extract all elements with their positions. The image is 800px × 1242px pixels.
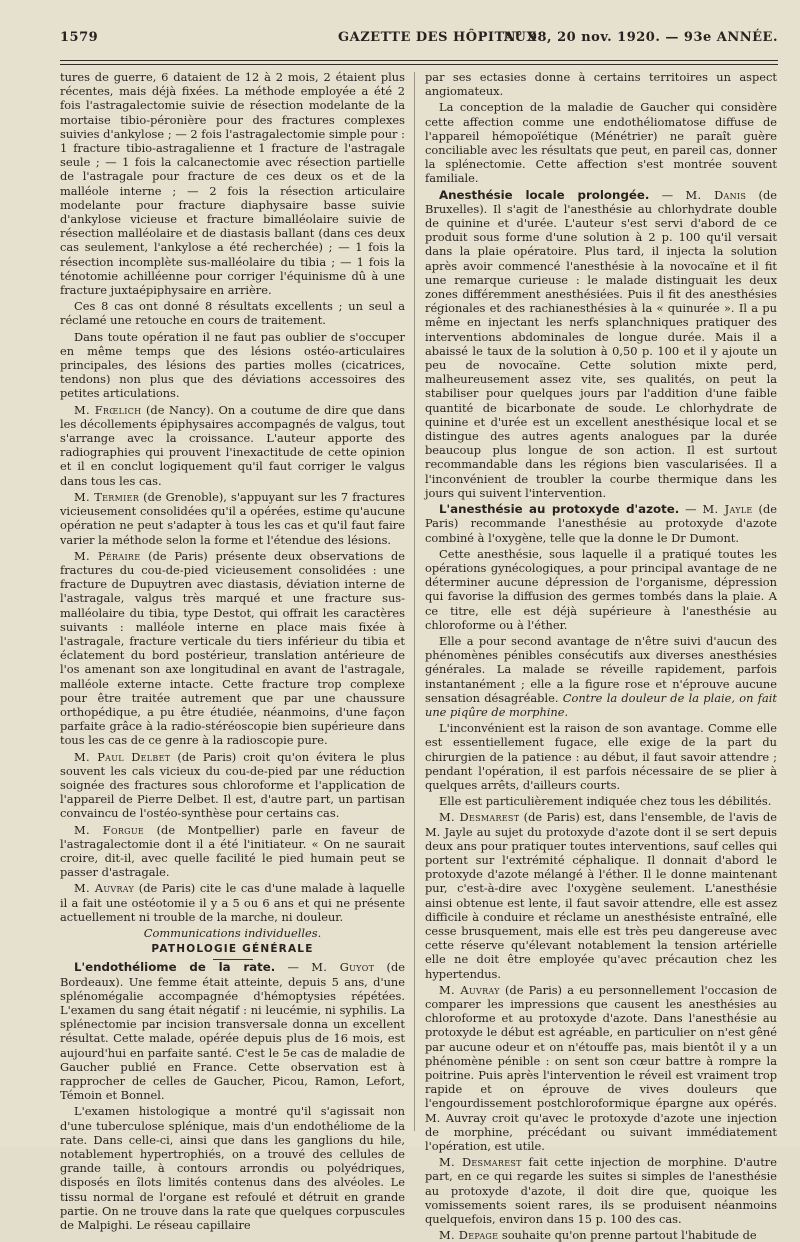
paragraph (60, 403, 405, 488)
section-heading: PATHOLOGIE GÉNÉRALE (151, 943, 314, 956)
author-name: M. Frœlich (74, 402, 142, 417)
author-name: M. Desmarest (439, 810, 520, 825)
paragraph-text: Elle a pour second avantage de n'être suivi d'aucun des phénomènes pénibles consécutifs aux diverses anesthésies générales. La malade se réveille rapidement, parfois instantanément ; elle a la figure rose et n'éprouve aucune sensation désagréable. (425, 633, 777, 705)
issue-info: N° 98, 20 nov. 1920. — 93e ANNÉE. (503, 30, 778, 45)
column-separator (414, 72, 415, 1131)
paragraph: Dans toute opération il ne faut pas oublier de s'occuper en même temps que des lésions ostéo-articulaires principales, des lésions des parties molles (cicatrices, tendons) non plus que des déviations accessoires des petites articulations. (60, 329, 405, 401)
article-heading: Anesthésie locale prolongée. (439, 187, 650, 202)
paragraph (425, 983, 777, 1153)
italic-text: Contre la douleur de la plaie, on fait une piqûre de morphine. (425, 690, 777, 719)
left-column (60, 70, 406, 1233)
running-head (60, 30, 778, 54)
author-name: M. Forgue (74, 822, 145, 837)
section-subtitle: Communications individuelles. (143, 925, 322, 940)
author-name: M. Péraire (74, 548, 141, 563)
page-number: 1579 (60, 30, 99, 45)
paragraph: Ces 8 cas ont donné 8 résultats excellents ; un seul a réclamé une retouche en cours de traitement. (60, 299, 405, 328)
paragraph-text: (de Bruxelles). Il s'agit de l'anesthésie au chlorhydrate double de quinine et d'urée. L'auteur s'est servi d'abord de ce produit sous forme d'une solution à 2 p. 100 qu'il versait dans la plaie opératoire. Plus tard, il injecta la solution après avoir commencé l'anesthésie à la novocaïne et il fit une remarque curieuse : le malade distinguait les deux zones différemment anesthésiées. Puis il fit des anesthésies régionales et des rachianesthésies à la « quinurée ». Il a pu même en injectant les nerfs splanchniques pratiquer des interventions abdominales de longue durée. Mais il a abaissé le taux de la solution à 0,50 p. 100 et il y ajoute un peu de novocaïne. Cette solution mixte perd, malheureusement assez vite, ses qualités, on peut la stabiliser pour quelques jours par l'addition d'une faible quantité de bicarbonate de soude. Le chlorhydrate de quinine et d'urée est un excellent anesthésique local et se distingue des autres agents analogues par la durée beaucoup plus longue de son action. Il est surtout recommandable dans les régions bien vascularisées. Il a l'inconvénient de troubler la courbe thermique dans les jours qui suivent l'intervention. (425, 187, 778, 500)
author-name: M. Paul Delbet (74, 749, 171, 764)
paragraph-text: (de Paris) cite le cas d'une malade à laquelle il a fait une ostéotomie il y a 5 ou 6 ans et qui ne présente actuellement ni trouble de la marche, ni douleur. (60, 881, 406, 924)
paragraph-text: (de Paris) croit qu'on évitera le plus souvent les cals vicieux du cou-de-pied par une réduction soignée des fractures sous chloroforme et l'application de l'appareil de Pierre Delbet. Il est, d'autre part, un partisan convaincu de l'ostéo-synthèse pour certains cas. (60, 749, 406, 821)
paragraph (60, 823, 405, 880)
journal-title: GAZETTE DES HÔPITAUX (338, 30, 537, 45)
author-name: M. Danis (685, 187, 747, 202)
paragraph-text: (de Nancy). On a coutume de dire que dans les décollements épiphysaires accompagnés de valgus, tout s'arrange avec la croissance. L'auteur apporte des radiographies qui prouvent l'inexactitude de cette opinion et il en conclut logiquement qu'il faut corriger le valgus dans tous les cas. (60, 402, 405, 488)
paragraph-text: (de Paris) recommande l'anesthésie au protoxyde d'azote combiné à l'oxygène, telle que la donne le Dr Dumont. (425, 502, 777, 545)
paragraph: L'endothéliome de la rate. — M. Guyot (de Bordeaux). Une femme était atteinte, depuis 5 ans, d'une splénomégalie accompagnée d'hémoptysies répétées. L'examen du sang était négatif : ni leucémie, ni syphilis. La splénectomie par incision transversale donna un excellent résultat. Cette malade, opérée depuis plus de 16 mois, est aujourd'hui en parfaite santé. C'est le 5e cas de maladie de Gaucher publié en France. Cette observation est à rapprocher de celles de Gaucher, Picou, Ramon, Lefort, Témoin et Bonnel. (60, 960, 405, 1103)
paragraph: Anesthésie locale prolongée. — M. Danis (de Bruxelles). Il s'agit de l'anesthésie au chlorhydrate double de quinine et d'urée. L'auteur s'est servi d'abord de ce produit sous forme d'une solution à 2 p. 100 qu'il versait dans la plaie opératoire. Plus tard, il injecta la solution après avoir commencé l'anesthésie à la novocaïne et il fit une remarque curieuse : le malade distinguait les deux zones différemment anesthésiées. Puis il fit des anesthésies régionales et des rachianesthésies à la « quinurée ». Il a pu même en injectant les nerfs splanchniques pratiquer des interventions abdominales de longue durée. Mais il a abaissé le taux de la solution à 0,50 p. 100 et il y ajoute un peu de novocaïne. Cette solution mixte perd, malheureusement assez vite, ses qualités, on peut la stabiliser pour quelques jours par l'addition d'une faible quantité de bicarbonate de soude. Le chlorhydrate de quinine et d'urée est un excellent anesthésique local et se distingue des autres agents analogues par la durée beaucoup plus longue de son action. Il est surtout recommandable dans les régions bien vascularisées. Il a l'inconvénient de troubler la courbe thermique dans les jours qui suivent l'intervention. (425, 187, 778, 500)
paragraph: tures de guerre, 6 dataient de 12 à 2 mois, 2 étaient plus récentes, mais déjà fixées. La méthode employée a été 2 fois l'astragalectomie suivie de résection modelante de la mortaise tibio-péronière pour des fractures complexes suivies d'ankylose ; — 2 fois l'astragalectomie simple pour : 1 fracture tibio-astragalienne et 1 fracture de l'astragale seule ; — 1 fois la calcanectomie avec résection partielle de l'astragale pour fracture de ces deux os et de la malléole interne ; — 2 fois la résection articulaire modelante pour fracture diaphysaire basse suivie d'ankylose vicieuse et fracture bimalléolaire suivie de résection malléolaire et de diastasis ballant (dans ces deux cas seulement, l'ankylose a été recherchée) ; — 1 fois la résection incomplète sus-malléolaire du tibia ; — 1 fois la ténotomie achilléenne pour corriger l'équinisme dû à une fracture juxtaépiphysaire en arrière. (60, 70, 405, 298)
paragraph-text: (de Paris) est, dans l'ensemble, de l'avis de M. Jayle au sujet du protoxyde d'azote dont il se sert depuis deux ans pour pratiquer toutes interventions, sauf celles qui portent sur l'extrémité céphalique. Il donnait d'abord le protoxyde d'azote mélangé à l'éther. Il le donne maintenant pur, c'est-à-dire avec l'oxygène seulement. L'anesthésie ainsi obtenue est lente, il faut savoir attendre, elle est assez difficile à conduire et réclame un anesthésiste entraîné, elle cesse brusquement, mais elle est très peu dangereuse avec cette réserve qu'élevant notablement la tension artérielle elle ne doit être employée qu'avec précaution chez les hypertendus. (425, 810, 777, 981)
paragraph: L'inconvénient est la raison de son avantage. Comme elle est essentiellement fugace, elle exige de la part du chirurgien de la patience : au début, il faut savoir attendre ; pendant l'opération, il est parfois nécessaire de se plier à quelques arrêts, d'ailleurs courts. (425, 721, 777, 792)
paragraph-text: (de Grenoble), s'appuyant sur les 7 fractures vicieusement consolidées qu'il a opérées, estime qu'aucune opération ne peut s'adapter à tous les cas et qu'il faut faire varier la méthode selon la forme et l'étendue des lésions. (60, 489, 405, 547)
paragraph-text: (de Bordeaux). Une femme était atteinte, depuis 5 ans, d'une splénomégalie accompagnée d'hémoptysies répétées. L'examen du sang était négatif : ni leucémie, ni syphilis. La splénectomie par incision transversale donna un excellent résultat. Cette malade, opérée depuis plus de 16 mois, est aujourd'hui en parfaite santé. C'est le 5e cas de maladie de Gaucher publié en France. Cette observation est à rapprocher de celles de Gaucher, Picou, Ramon, Lefort, Témoin et Bonnel. (60, 960, 405, 1103)
author-name: M. Depage (439, 1228, 499, 1242)
paragraph (60, 750, 405, 821)
paragraph: Cette anesthésie, sous laquelle il a pratiqué toutes les opérations gynécologiques, a pour principal avantage de ne déterminer aucune dépression de l'organisme, dépression qui favorise la diffusion des germes tombés dans la plaie. A ce titre, elle est déjà supérieure à l'anesthésie au chloroforme ou à l'éther. (425, 546, 777, 632)
author-name: M. Auvray (74, 881, 135, 896)
author-name: M. Guyot (311, 960, 375, 975)
paragraph: L'examen histologique a montré qu'il s'agissait non d'une tuberculose splénique, mais d'un endothéliome de la rate. Dans celle-ci, ainsi que dans les ganglions du hile, notablement hypertrophiés, on a trouvé des cellules de grande taille, à contours arrondis ou polyédriques, disposés en îlots limités contenus dans des alvéoles. Le tissu normal de l'organe est refoulé et détruit en grande partie. On ne trouve dans la rate que quelques corpuscules de Malpighi. Le réseau capillaire (60, 1104, 405, 1233)
author-name: M. Auvray (439, 982, 500, 997)
paragraph: L'anesthésie au protoxyde d'azote. — M. Jayle (de Paris) recommande l'anesthésie au protoxyde d'azote combiné à l'oxygène, telle que la donne le Dr Dumont. (425, 502, 777, 545)
author-name: M. Jayle (702, 502, 753, 517)
paragraph-text: fait cette injection de morphine. D'autre part, en ce qui regarde les suites si simples de l'anesthésie au protoxyde d'azote, il doit dire que, quoique les vomissements soient rares, ils se produisent néanmoins quelquefois, environ dans 15 p. 100 des cas. (425, 1155, 777, 1227)
article-heading: L'endothéliome de la rate. (74, 960, 276, 975)
paragraph (425, 810, 777, 980)
right-column (425, 70, 778, 1242)
paragraph-text: souhaite qu'on prenne partout l'habitude de (498, 1228, 757, 1242)
header-rule (60, 60, 778, 61)
author-name: M. Desmarest (439, 1155, 522, 1170)
paragraph (425, 1155, 777, 1226)
author-name: M. Termier (74, 489, 140, 504)
paragraph-text: (de Montpellier) parle en faveur de l'astragalectomie dont il a été l'initiateur. « On ne saurait croire, dit-il, avec quelle facilité le pied humain peut se passer d'astragale. (60, 822, 405, 880)
paragraph-text: (de Paris) présente deux observations de fractures du cou-de-pied vicieusement consolidées : une fracture de Dupuytren avec diastasis, déviation interne de l'astragale, valgus très marqué et une fracture sus-malléolaire du tibia, type Destot, qui offrait les caractères suivants : malléole interne en place mais fixée à l'astragale, fracture verticale du tiers inférieur du tibia et éclatement du bord postérieur, translation antérieure de l'os amenant son axe longitudinal en avant de l'astragale, malléole externe intacte. Cette fracture trop complexe pour être traitée autrement que par une chaussure orthopédique, a pu être étudiée, néanmoins, d'une façon parfaite grâce à la radio-stéréoscopie bien supérieure dans tous les cas de ce genre à la radioscopie pure. (60, 548, 406, 748)
paragraph: La conception de la maladie de Gaucher qui considère cette affection comme une endothéliomatose diffuse de l'appareil hémopoïétique (Ménétrier) ne paraît guère conciliable avec les résultats que peut, en pareil cas, donner la splénectomie. Cette affection s'est montrée souvent familiale. (425, 100, 777, 186)
paragraph: Elle est particulièrement indiquée chez tous les débilités. (439, 794, 772, 809)
paragraph (60, 490, 405, 547)
header-rule-secondary (60, 64, 778, 65)
paragraph (60, 549, 405, 748)
paragraph (425, 1228, 777, 1242)
article-heading: L'anesthésie au protoxyde d'azote. (439, 502, 680, 517)
paragraph (60, 881, 405, 924)
paragraph: par ses ectasies donne à certains territoires un aspect angiomateux. (425, 70, 777, 99)
paragraph-text: (de Paris) a eu personnellement l'occasion de comparer les impressions que causent les anesthésies au chloroforme et au protoxyde d'azote. Dans l'anesthésie au protoxyde le début est agréable, en particulier on n'est gêné par aucune odeur et on n'étouffe pas, mais bientôt il y a un phénomène pénible : on sent son cœur battre à rompre la poitrine. Puis après l'intervention le réveil est vraiment trop rapide et on éprouve de vives douleurs que l'engourdissement postchloroformique épargne aux opérés. M. Auvray croit qu'avec le protoxyde d'azote une injection de morphine, précédant ou suivant immédiatement l'opération, est utile. (425, 982, 778, 1154)
paragraph (425, 634, 777, 719)
